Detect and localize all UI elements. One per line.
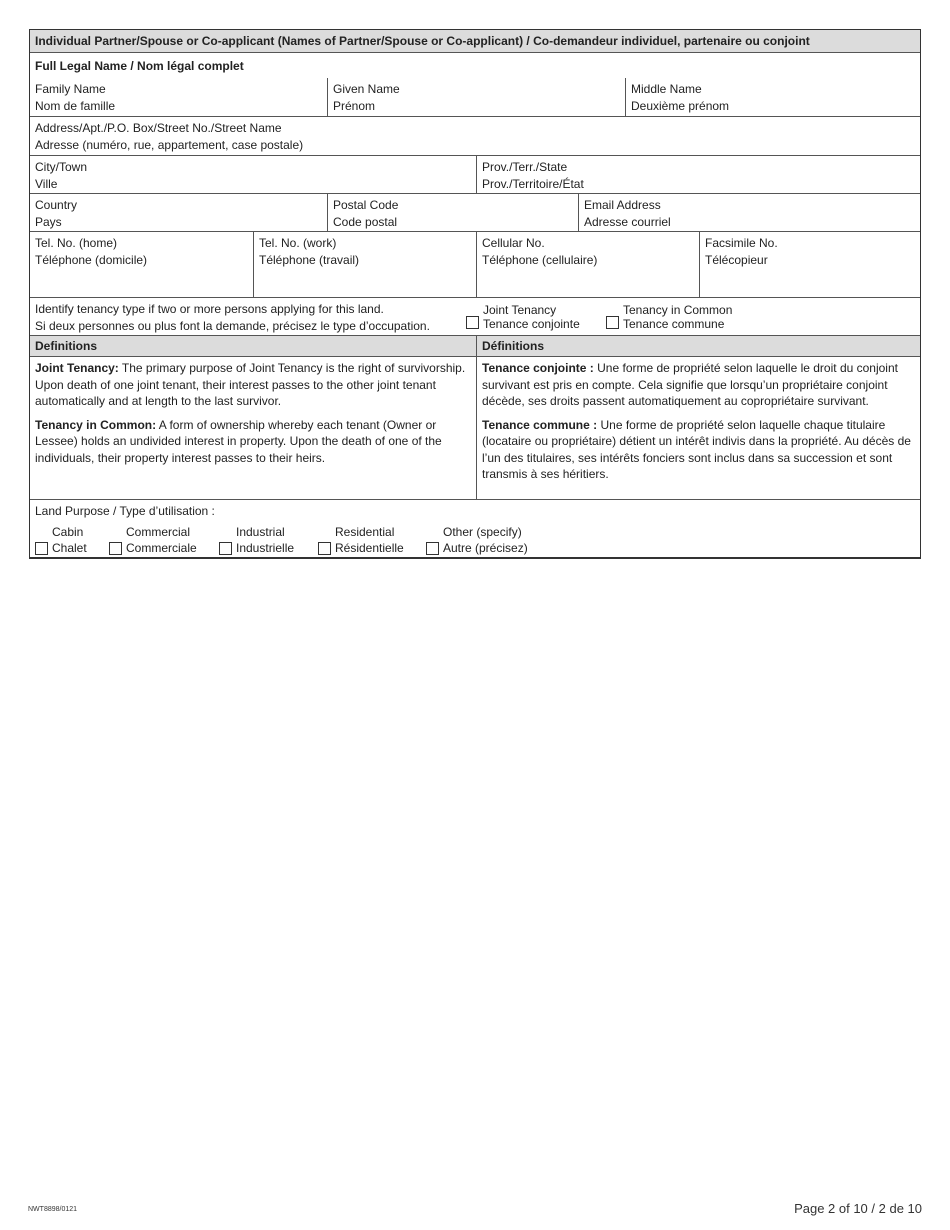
fax-label-en: Facsimile No.: [705, 236, 778, 250]
commercial-checkbox[interactable]: [109, 542, 122, 555]
tel-work-field[interactable]: [253, 232, 476, 297]
land-purpose-option-industrial[interactable]: [219, 524, 318, 557]
industrial-checkbox[interactable]: [219, 542, 232, 555]
middle-name-field[interactable]: [625, 78, 920, 116]
address-label-en: Address/Apt./P.O. Box/Street No./Street Name: [35, 121, 282, 135]
commercial-labels: [126, 524, 197, 557]
residential-label-en: Residential: [335, 524, 395, 539]
co-applicant-form: [29, 29, 921, 559]
family-name-label-fr: Nom de famille: [35, 98, 116, 113]
country-label-fr: Pays: [35, 214, 62, 229]
cellular-label-fr: Téléphone (cellulaire): [482, 252, 598, 267]
cabin-checkbox[interactable]: [35, 542, 48, 555]
commercial-label-en: Commercial: [126, 524, 191, 539]
full-legal-name-heading: Full Legal Name / Nom légal complet: [35, 59, 244, 73]
definitions-fr: [476, 357, 920, 499]
tenancy-common-label-fr: Tenance commune: [623, 317, 725, 331]
fax-label-fr: Télécopieur: [705, 252, 768, 267]
email-label-fr: Adresse courriel: [584, 214, 671, 229]
province-label-fr: Prov./Territoire/État: [482, 176, 584, 191]
joint-tenancy-text-fr: Une forme de propriété selon laquelle le droit du conjoint survivant est pris en compte. Cela signifie que lorsqu’un propriétaire conjoint décède, ses droits passent automatiquement au copropriétaire survivant.: [482, 361, 898, 408]
tenancy-options: [466, 298, 732, 335]
fax-field[interactable]: [699, 232, 920, 297]
given-name-label-en: Given Name: [333, 82, 400, 96]
tel-home-label-en: Tel. No. (home): [35, 236, 118, 250]
industrial-labels: [236, 524, 294, 557]
definitions-en: [30, 357, 476, 499]
tel-home-field[interactable]: [30, 232, 253, 297]
residential-label-fr: Résidentielle: [335, 541, 404, 555]
residential-checkbox[interactable]: [318, 542, 331, 555]
address-label-fr: Adresse (numéro, rue, appartement, case postale): [35, 137, 304, 152]
cabin-label-fr: Chalet: [52, 541, 87, 555]
other-labels: [443, 524, 528, 557]
given-name-field[interactable]: [327, 78, 625, 116]
city-label-en: City/Town: [35, 160, 88, 174]
country-field[interactable]: [30, 194, 327, 231]
joint-tenancy-label-en: Joint Tenancy: [483, 303, 557, 317]
joint-tenancy-option[interactable]: [466, 303, 606, 331]
address-field[interactable]: [30, 117, 920, 155]
tel-work-label-fr: Téléphone (travail): [259, 252, 360, 267]
form-code: NWT8898/0121: [28, 1206, 78, 1213]
land-purpose-label: Land Purpose / Type d’utilisation :: [35, 504, 215, 518]
tenancy-common-definition-en: [35, 417, 471, 467]
cabin-labels: [52, 524, 87, 557]
email-label-en: Email Address: [584, 198, 661, 212]
tenancy-prompt-fr: Si deux personnes ou plus font la demande, précisez le type d’occupation.: [35, 318, 430, 333]
definitions-header-fr: Définitions: [476, 336, 920, 356]
middle-name-label-en: Middle Name: [631, 82, 702, 96]
postal-code-label-en: Postal Code: [333, 198, 399, 212]
city-field[interactable]: [30, 156, 476, 193]
section-title: Individual Partner/Spouse or Co-applicant (Names of Partner/Spouse or Co-applicant) / Co-demandeur individuel, partenaire ou conjoint: [30, 30, 920, 52]
tenancy-common-text-fr: Une forme de propriété selon laquelle chaque titulaire (locataire ou propriétaire) détient un intérêt indivis dans la propriété. Au décès de l’un des titulaires, ses intérêts fonciers sont inclus dans sa succession et sont transmis à ses héritiers.: [482, 417, 911, 481]
tel-home-label-fr: Téléphone (domicile): [35, 252, 148, 267]
land-purpose-options: [35, 524, 915, 557]
tenancy-common-option[interactable]: [606, 303, 732, 331]
family-name-label-en: Family Name: [35, 82, 106, 96]
cabin-label-en: Cabin: [52, 524, 84, 539]
tenancy-common-definition-fr: [482, 417, 915, 483]
page-number: Page 2 of 10 / 2 de 10: [794, 1201, 922, 1216]
tenancy-common-labels: [623, 303, 732, 331]
province-field[interactable]: [476, 156, 920, 193]
joint-tenancy-text-en: The primary purpose of Joint Tenancy is the right of survivorship. Upon death of one joint tenant, their interest passes to the other joint tenant automatically and at length to the last survivor.: [35, 361, 466, 408]
other-label-fr: Autre (précisez): [443, 541, 528, 555]
land-purpose-option-commercial[interactable]: [109, 524, 219, 557]
joint-tenancy-label-fr: Tenance conjointe: [483, 317, 580, 331]
commercial-label-fr: Commerciale: [126, 541, 197, 555]
tenancy-common-checkbox[interactable]: [606, 316, 619, 329]
industrial-label-en: Industrial: [236, 524, 285, 539]
cellular-label-en: Cellular No.: [482, 236, 545, 250]
cellular-field[interactable]: [476, 232, 699, 297]
given-name-label-fr: Prénom: [333, 98, 376, 113]
city-label-fr: Ville: [35, 176, 58, 191]
land-purpose-option-cabin[interactable]: [35, 524, 109, 557]
land-purpose-option-other[interactable]: [426, 524, 528, 557]
tenancy-common-term-fr: Tenance commune :: [482, 417, 598, 432]
family-name-field[interactable]: [30, 78, 327, 116]
joint-tenancy-definition-fr: [482, 360, 915, 410]
middle-name-label-fr: Deuxième prénom: [631, 98, 730, 113]
land-purpose-option-residential[interactable]: [318, 524, 426, 557]
tenancy-prompt: [30, 298, 466, 335]
joint-tenancy-checkbox[interactable]: [466, 316, 479, 329]
tenancy-common-label-en: Tenancy in Common: [623, 303, 733, 317]
other-label-en: Other (specify): [443, 524, 522, 539]
email-field[interactable]: [578, 194, 920, 231]
tenancy-common-text-en: A form of ownership whereby each tenant (Owner or Lessee) holds an undivided interest in property. Upon the death of one of the individuals, their property interest passes to their heirs.: [35, 417, 442, 465]
joint-tenancy-labels: [483, 303, 580, 331]
postal-code-field[interactable]: [327, 194, 578, 231]
definitions-header-en: Definitions: [30, 336, 476, 356]
land-purpose-section: [30, 500, 920, 557]
province-label-en: Prov./Terr./State: [482, 160, 568, 174]
industrial-label-fr: Industrielle: [236, 541, 295, 555]
other-checkbox[interactable]: [426, 542, 439, 555]
tenancy-prompt-en: Identify tenancy type if two or more persons applying for this land.: [35, 302, 384, 316]
joint-tenancy-term-en: Joint Tenancy:: [35, 361, 119, 375]
residential-labels: [335, 524, 404, 557]
tenancy-common-term-en: Tenancy in Common:: [35, 417, 157, 432]
tel-work-label-en: Tel. No. (work): [259, 236, 337, 250]
country-label-en: Country: [35, 198, 78, 212]
joint-tenancy-definition-en: [35, 360, 471, 410]
joint-tenancy-term-fr: Tenance conjointe :: [482, 361, 594, 375]
postal-code-label-fr: Code postal: [333, 214, 398, 229]
